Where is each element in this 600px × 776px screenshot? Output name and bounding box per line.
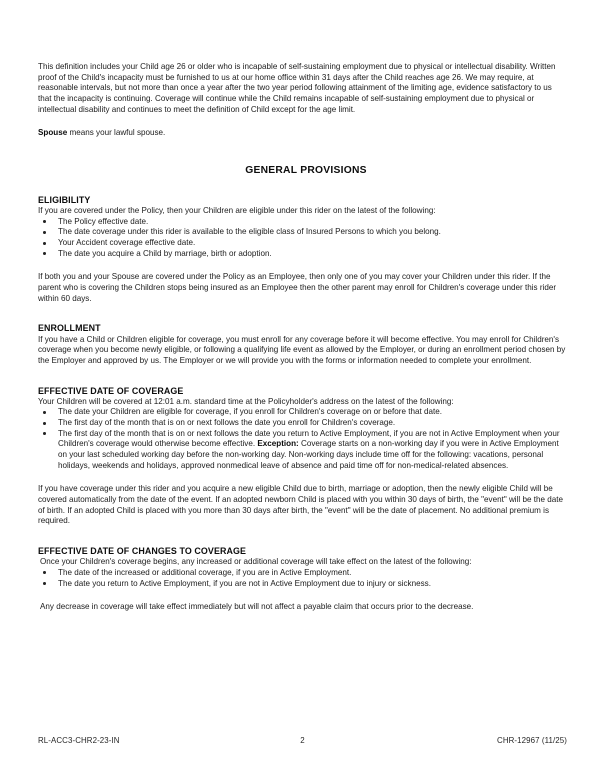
page-footer [38,736,567,748]
intro-paragraph: This definition includes your Child age 26 or older who is incapable of self-sustaining employment due to physical or intellectual disability. Written proof of the Child's incapacity must be furnished to us at our home office within 31 days after the Child reaches age 26. We may require, at reasonable intervals, but not more than once a year after the two year period following attainment of the limiting age, evidence satisfactory to us that the incapacity is continuing. Coverage will continue while the Child remains incapable of self-sustaining employment due to physical or intellectual disability and continues to meet the definition of Child except for the age limit. [38,62,556,114]
list-item-text-part-two: Coverage starts on a non-working day if you were in Active Employment on your last scheduled working day before the non-working day. Non-working days include time off for the following: vacations, personal holidays, weekends and holidays, approved nonmedical leave of absence and paid time off for non-medical-related absences. [58,439,559,470]
eligibility-closing-paragraph: If both you and your Spouse are covered under the Policy as an Employee, then only one of you may cover your Children under this rider. If the parent who is covering the Children stops being insured as an Employee then the other parent may enroll for Children's coverage under this rider within 60 days. [38,272,557,303]
list-item [38,579,567,590]
spacer [38,589,567,602]
effective-date-changes-closing-paragraph: Any decrease in coverage will take effect immediately but will not affect a payable claim that occurs prior to the decrease. [40,602,474,612]
heading-effective-date-of-changes: EFFECTIVE DATE OF CHANGES TO COVERAGE [38,545,247,556]
spacer [38,176,567,195]
list-item [38,418,567,429]
spacer [38,259,567,272]
heading-effective-date-of-coverage: EFFECTIVE DATE OF COVERAGE [38,385,184,396]
spacer [38,139,567,165]
footer-page-number: 2 [300,736,305,745]
spacer [38,115,567,128]
list-item [38,429,567,472]
spacer [38,367,567,386]
bullet-dot-icon [43,220,46,223]
bullet-dot-icon [43,252,46,255]
list-item [38,238,567,249]
list-item-text: The date your Children are eligible for coverage, if you enroll for Children's coverage on or before that date. [58,407,442,417]
list-item [38,568,567,579]
list-item [38,249,567,260]
list-item-text: Your Accident coverage effective date. [58,238,196,248]
spacer [38,471,567,484]
bullet-dot-icon [43,582,46,585]
list-item-text: The first day of the month that is on or next follows the date you enroll for Children's coverage. [58,418,396,428]
eligibility-lead: If you are covered under the Policy, then your Children are eligible under this rider on the latest of the following: [38,206,436,216]
spacer [38,304,567,323]
list-item-text: The date of the increased or additional coverage, if you are in Active Employment. [58,567,352,577]
page-title: GENERAL PROVISIONS [245,164,367,176]
list-item [38,227,567,238]
footer-document-code: CHR-12967 (11/25) [497,736,567,745]
spouse-definition-text: means your lawful spouse. [67,128,166,138]
list-item-text-part-one: The first day of the month that is on or next follows the date you return to Active Employment, if you are not in Active Employment when your Children's coverage would otherwise become effective. [58,428,560,449]
exception-label: Exception: [257,439,299,449]
enrollment-paragraph: If you have a Child or Children eligible for coverage, you must enroll for any coverage before it will become effective. You may enroll for Children's coverage when you become newly eligible, or following a qualifying life event as allowed by the Employer, or during an enrollment period chosen by the Employer and approved by us. The Employer or we will provide you with the forms or information needed to complete your enrollment. [38,334,566,365]
list-item-text: The date you acquire a Child by marriage, birth or adoption. [58,248,272,258]
list-item-text: The date you return to Active Employment, if you are not in Active Employment due to injury or sickness. [58,578,431,588]
bullet-dot-icon [43,432,46,435]
effective-date-lead: Your Children will be covered at 12:01 a.m. standard time at the Policyholder's address on the latest of the following: [38,396,454,406]
heading-enrollment: ENROLLMENT [38,323,101,334]
list-item [38,407,567,418]
bullet-dot-icon [43,411,46,414]
effective-date-bullet-list [38,407,567,471]
spouse-definition-paragraph [38,128,567,139]
effective-date-changes-lead: Once your Children's coverage begins, any increased or additional coverage will take effect on the latest of the following: [40,557,472,567]
footer-form-number: RL-ACC3-CHR2-23-IN [38,736,120,745]
effective-date-changes-bullet-list [38,568,567,589]
effective-date-closing-paragraph: If you have coverage under this rider and you acquire a new eligible Child due to birth, marriage or adoption, then the newly eligible Child will be covered automatically from the date of the event. If an adopted newborn Child is placed with you within 30 days of birth, the "event" will be the date of birth. If an adopted Child is placed with you more than 30 days after birth, the "event" will be the date of placement. No additional premium is required. [38,484,563,526]
document-body [38,62,567,613]
list-item-text: The date coverage under this rider is available to the eligible class of Insured Persons to which you belong. [58,227,441,237]
list-item [38,217,567,228]
bullet-dot-icon [43,242,46,245]
spouse-term: Spouse [38,128,68,138]
eligibility-bullet-list [38,217,567,260]
bullet-dot-icon [43,231,46,234]
bullet-dot-icon [43,571,46,574]
list-item-text: The Policy effective date. [58,216,149,226]
heading-eligibility: ELIGIBILITY [38,194,91,205]
bullet-dot-icon [43,422,46,425]
spacer [38,527,567,546]
